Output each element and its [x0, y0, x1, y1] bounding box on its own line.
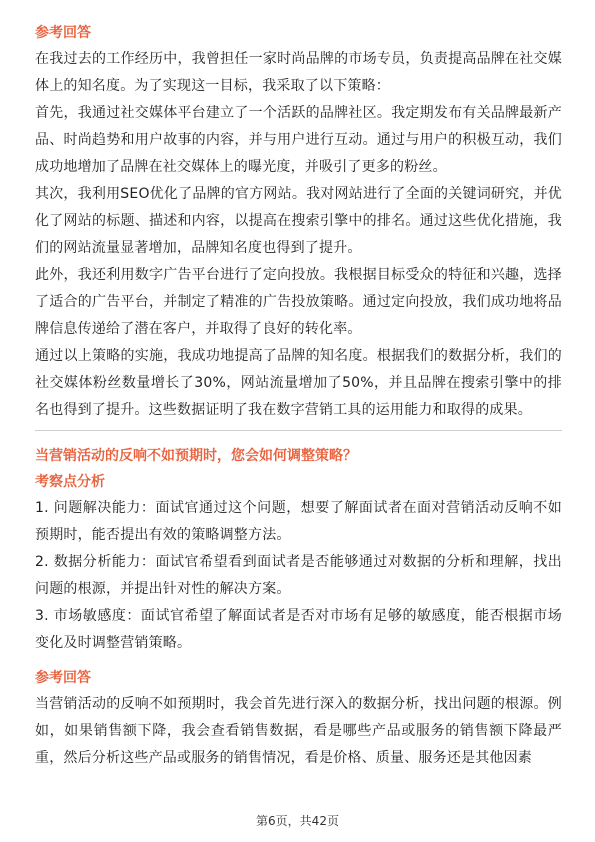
analysis-point: 2. 数据分析能力：面试官希望看到面试者是否能够通过对数据的分析和理解，找出问题的根源，并提出针对性的解决方案。 [35, 554, 562, 597]
analysis-point: 3. 市场敏感度：面试官希望了解面试者是否对市场有足够的敏感度，能否根据市场变化及时调整营销策略。 [35, 608, 562, 651]
answer-paragraph: 其次，我利用SEO优化了品牌的官方网站。我对网站进行了全面的关键词研究，并优化了网站的标题、描述和内容，以提高在搜索引擎中的排名。通过这些优化措施，我们的网站流量显著增加，品牌知名度也得到了提升。 [35, 186, 562, 256]
answer-paragraph: 通过以上策略的实施，我成功地提高了品牌的知名度。根据我们的数据分析，我们的社交媒体粉丝数量增长了30%，网站流量增加了50%，并且品牌在搜索引擎中的排名也得到了提升。这些数据证明了我在数字营销工具的运用能力和取得的成果。 [35, 348, 562, 418]
section-divider [35, 430, 562, 431]
answer-paragraph: 在我过去的工作经历中，我曾担任一家时尚品牌的市场专员，负责提高品牌在社交媒体上的知名度。为了实现这一目标，我采取了以下策略： [35, 51, 562, 94]
section-heading-reference-answer-2: 参考回答 [35, 670, 91, 686]
interview-question: 当营销活动的反响不如预期时，您会如何调整策略？ [35, 448, 357, 464]
page-number: 第6页，共42页 [256, 814, 339, 828]
section-heading-reference-answer-1: 参考回答 [35, 25, 91, 41]
answer-paragraph: 此外，我还利用数字广告平台进行了定向投放。我根据目标受众的特征和兴趣，选择了适合的广告平台，并制定了精准的广告投放策略。通过定向投放，我们成功地将品牌信息传递给了潜在客户，并取得了良好的转化率。 [35, 267, 562, 337]
analysis-point: 1. 问题解决能力：面试官通过这个问题，想要了解面试者在面对营销活动反响不如预期时，能否提出有效的策略调整方法。 [35, 500, 562, 543]
page-content [35, 22, 562, 772]
answer-paragraph: 首先，我通过社交媒体平台建立了一个活跃的品牌社区。我定期发布有关品牌最新产品、时尚趋势和用户故事的内容，并与用户进行互动。通过与用户的积极互动，我们成功地增加了品牌在社交媒体上的曝光度，并吸引了更多的粉丝。 [35, 105, 562, 175]
spacer [35, 657, 562, 667]
answer-paragraph: 当营销活动的反响不如预期时，我会首先进行深入的数据分析，找出问题的根源。例如，如果销售额下降，我会查看销售数据，看是哪些产品或服务的销售额下降最严重，然后分析这些产品或服务的销售情况，看是价格、质量、服务还是其他因素 [35, 696, 562, 766]
section-heading-analysis: 考察点分析 [35, 474, 105, 490]
